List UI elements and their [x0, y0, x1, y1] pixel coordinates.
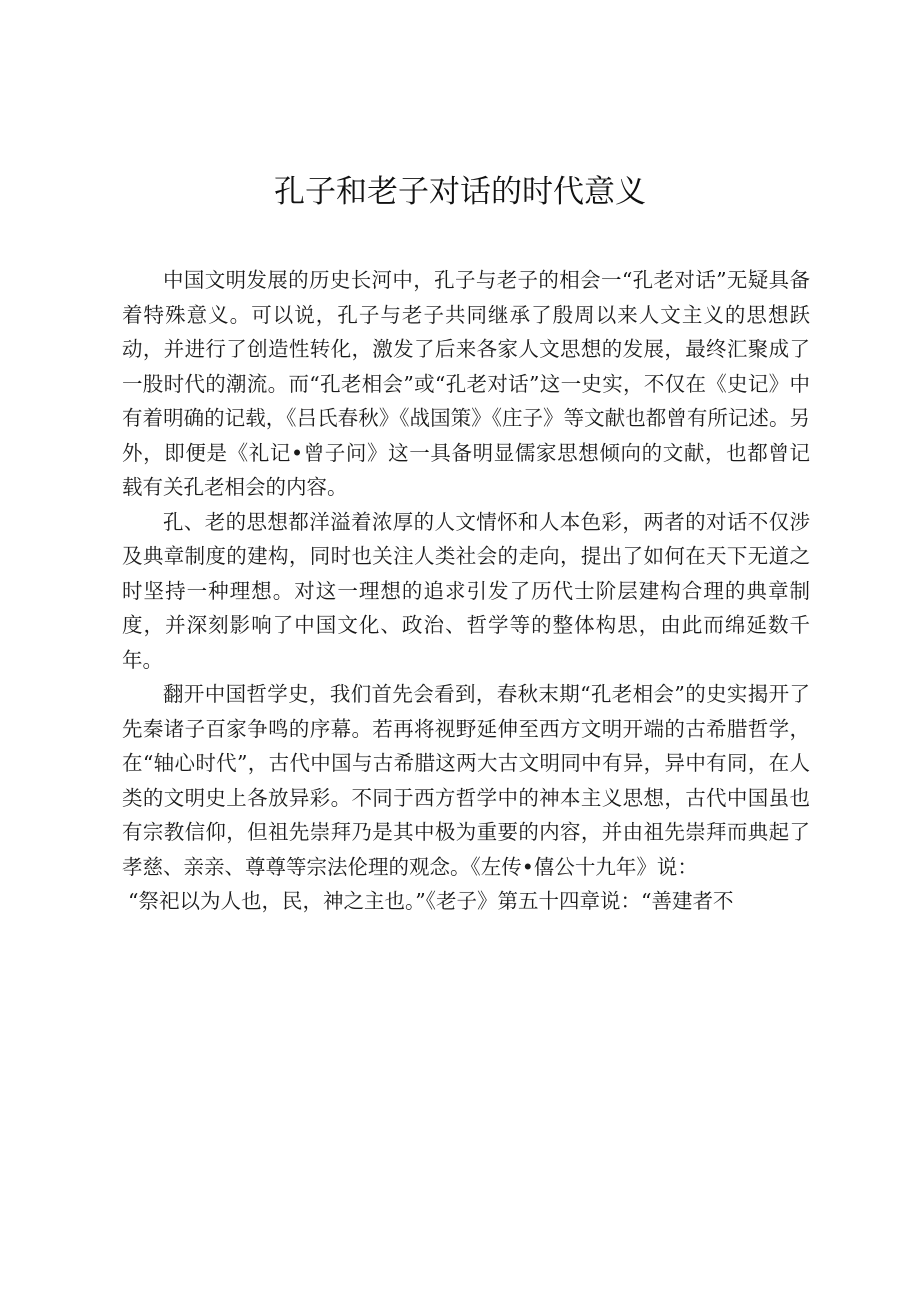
paragraph-4: “祭祀以为人也，民，神之主也。”《老子》第五十四章说：“善建者不 [128, 889, 734, 913]
document-title: 孔子和老子对话的时代意义 [274, 174, 646, 210]
document-body [122, 263, 810, 919]
paragraph-3: 翻开中国哲学史，我们首先会看到，春秋末期“孔老相会”的史实揭开了先秦诸子百家争鸣的序幕。若再将视野延伸至西方文明开端的古希腊哲学，在“轴心时代”，古代中国与古希腊这两大古文明同中有异，异中有同，在人类的文明史上各放异彩。不同于西方哲学中的神本主义思想，古代中国虽也有宗教信仰，但祖先崇拜乃是其中极为重要的内容，并由祖先崇拜而典起了孝慈、亲亲、尊尊等宗法伦理的观念。《左传•僖公十九年》说： [122, 682, 810, 879]
paragraph-2: 孔、老的思想都洋溢着浓厚的人文情怀和人本色彩，两者的对话不仅涉及典章制度的建构，同时也关注人类社会的走向，提出了如何在天下无道之时坚持一种理想。对这一理想的追求引发了历代士阶层建构合理的典章制度，并深刻影响了中国文化、政治、哲学等的整体构思，由此而绵延数千年。 [122, 509, 810, 672]
paragraph-1: 中国文明发展的历史长河中，孔子与老子的相会一“孔老对话”无疑具备着特殊意义。可以说，孔子与老子共同继承了殷周以来人文主义的思想跃动，并进行了创造性转化，激发了后来各家人文思想的发展，最终汇聚成了一股时代的潮流。而“孔老相会”或“孔老对话”这一史实，不仅在《史记》中有着明确的记载，《吕氏春秋》《战国策》《庄子》等文献也都曾有所记述。另外，即便是《礼记•曾子问》这一具备明显儒家思想倾向的文献，也都曾记载有关孔老相会的内容。 [122, 268, 810, 499]
